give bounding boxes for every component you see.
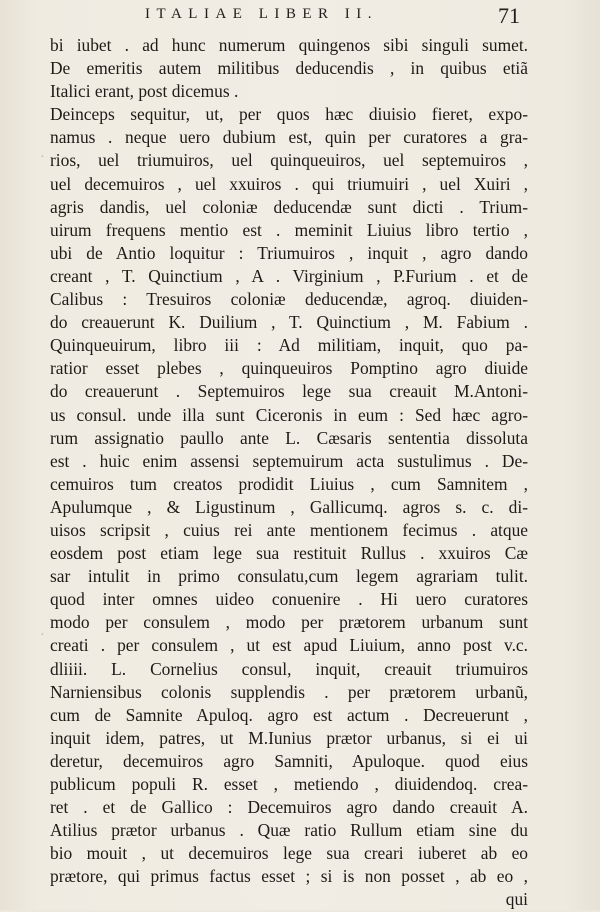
text-line: Italici erant, post dicemus . — [50, 81, 239, 102]
running-head: ITALIAE LIBER II. — [145, 6, 379, 22]
text-line: Atilius prætor urbanus . Quæ ratio Rullum etiam sine du — [50, 820, 528, 841]
text-line: est . huic enim assensi septemuirum acta sustulimus . De- — [50, 450, 528, 471]
text-line: uel decemuiros , uel xxuiros . qui triumuiri , uel Xuiri , — [50, 173, 528, 194]
catchword: qui — [505, 889, 528, 910]
text-line: cemuiros tum creatos prodidit Liuius , cum Samnitem , — [50, 473, 528, 494]
text-line: Apulumque , & Ligustinum , Gallicumq. agros s. c. di- — [50, 496, 528, 517]
text-line: prætore, qui primus factus esset ; si is non posset , ab eo , — [50, 866, 528, 887]
text-line: sar intulit in primo consulatu,cum legem agrariam tulit. — [50, 566, 528, 587]
text-line: uirum frequens mentio est . meminit Liuius libro tertio , — [50, 219, 528, 240]
margin-mark: · — [40, 150, 45, 165]
text-line: Quinqueuirum, libro iii : Ad militiam, inquit, quo pa- — [50, 335, 528, 356]
text-line: ratior esset plebes , quinqueuiros Pomptino agro diuide — [50, 358, 528, 379]
text-line: inquit idem, patres, ut M.Iunius prætor urbanus, si ei ui — [50, 727, 528, 748]
text-line: quod inter omnes uideo conuenire . Hi uero curatores — [50, 589, 528, 610]
text-line: Calibus : Tresuiros coloniæ deducendæ, agroq. diuiden- — [50, 289, 528, 310]
text-line: eosdem post etiam lege sua restituit Rullus . xxuiros Cæ — [50, 543, 528, 564]
text-line: do creauerunt K. Duilium , T. Quinctium , M. Fabium . — [50, 312, 528, 333]
text-line: Deinceps sequitur, ut, per quos hæc diuisio fieret, expo- — [50, 104, 528, 125]
text-line: De emeritis autem militibus deducendis , in quibus etiã — [50, 58, 528, 79]
margin-mark: · — [40, 628, 45, 643]
text-line: agris dandis, uel coloniæ deducendæ sunt dicti . Trium- — [50, 196, 528, 217]
text-line: creati . per consulem , ut est apud Liuium, anno post v.c. — [50, 635, 528, 656]
text-line: rum assignatio paullo ante L. Cæsaris sententia dissoluta — [50, 427, 528, 448]
text-line: Narniensibus colonis supplendis . per prætorem urbanũ, — [50, 681, 528, 702]
text-line: bi iubet . ad hunc numerum quingenos sibi singuli sumet. — [50, 35, 528, 55]
text-line: creant , T. Quinctium , A . Virginium , P.Furium . et de — [50, 265, 528, 286]
page-number: 71 — [498, 3, 520, 28]
text-line: modo per consulem , modo per prætorem urbanum sunt — [50, 612, 528, 633]
text-line: do creauerunt . Septemuiros lege sua creauit M.Antoni- — [50, 381, 528, 402]
text-line: dliiii. L. Cornelius consul, inquit, creauit triumuiros — [50, 658, 528, 679]
text-line: bio mouit , ut decemuiros lege sua creari iuberet ab eo — [50, 843, 528, 864]
text-line: cum de Samnite Apuloq. agro est actum . Decreuerunt , — [50, 704, 528, 725]
text-line: rios, uel triumuiros, uel quinqueuiros, uel septemuiros , — [50, 150, 528, 171]
body-text — [50, 34, 528, 912]
text-line: uisos scripsit , cuius rei ante mentionem fecimus . atque — [50, 519, 528, 540]
text-line: publicum populi R. esset , metiendo , diuidendoq. crea- — [50, 774, 528, 794]
text-line: us consul. unde illa sunt Ciceronis in eum : Sed hæc agro- — [50, 404, 528, 425]
text-line: namus . neque uero dubium est, quin per curatores a gra- — [50, 127, 528, 148]
text-line: deretur, decemuiros agro Samniti, Apuloque. quod eius — [50, 750, 528, 771]
text-line: ubi de Antio loquitur : Triumuiros , inquit , agro dando — [50, 242, 528, 263]
text-line: ret . et de Gallico : Decemuiros agro dando creauit A. — [50, 797, 528, 818]
